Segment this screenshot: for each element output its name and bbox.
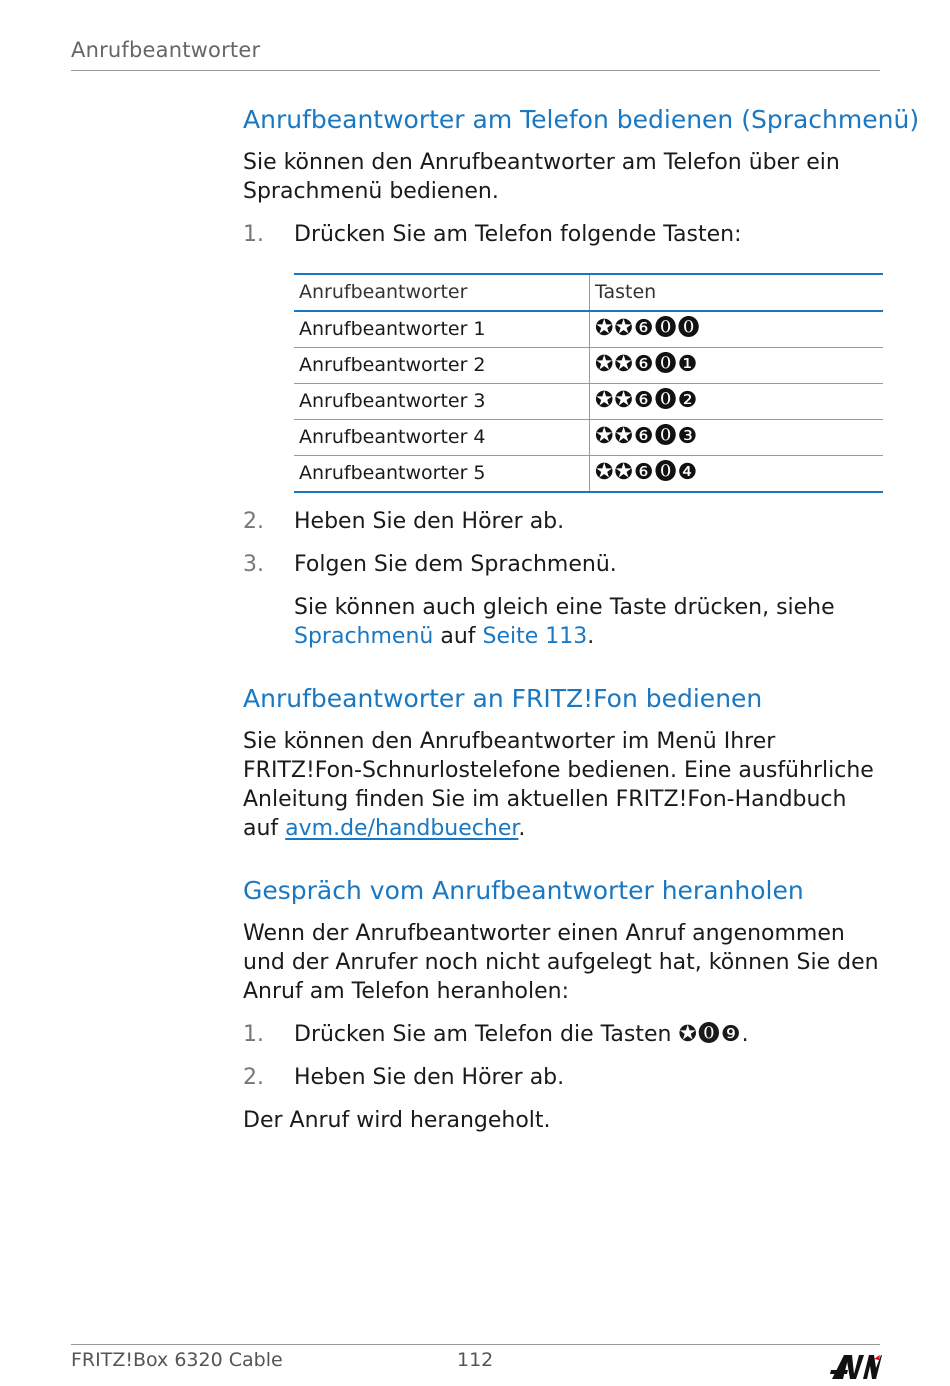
key-sequence: ✪✪❻⓿⓿ bbox=[590, 311, 884, 348]
answering-machine-name: Anrufbeantworter 1 bbox=[294, 311, 590, 348]
table-row bbox=[294, 311, 883, 348]
key-sequence: ✪✪❻⓿❸ bbox=[590, 420, 884, 456]
table-row bbox=[294, 384, 883, 420]
key-sequence: ✪✪❻⓿❹ bbox=[590, 456, 884, 493]
running-header: Anrufbeantworter bbox=[71, 38, 261, 62]
answering-machine-name: Anrufbeantworter 3 bbox=[294, 384, 590, 420]
section-intro-call-pickup: Wenn der Anrufbeantworter einen Anruf angenommen und der Anrufer noch nicht aufgelegt hat, können Sie den Anruf am Telefon heranholen: bbox=[243, 921, 879, 1004]
answering-machine-name: Anrufbeantworter 4 bbox=[294, 420, 590, 456]
page-content bbox=[243, 104, 920, 1149]
note-text: Sie können auch gleich eine Taste drücken, siehe bbox=[294, 595, 835, 620]
answering-machine-name: Anrufbeantworter 5 bbox=[294, 456, 590, 493]
answering-machine-name: Anrufbeantworter 2 bbox=[294, 348, 590, 384]
table-row bbox=[294, 456, 883, 493]
step-text: Folgen Sie dem Sprachmenü. bbox=[294, 552, 617, 577]
page-number: 112 bbox=[457, 1349, 494, 1371]
section-title-sprachmenu: Anrufbeantworter am Telefon bedienen (Sprachmenü) bbox=[243, 105, 920, 134]
handbook-url-link[interactable]: avm.de/handbuecher bbox=[285, 816, 519, 841]
step-text-part: . bbox=[741, 1022, 749, 1047]
step-text-part: Drücken Sie am Telefon die Tasten bbox=[294, 1022, 679, 1047]
section-intro-sprachmenu: Sie können den Anrufbeantworter am Telefon über ein Sprachmenü bedienen. bbox=[243, 150, 840, 204]
step-3 bbox=[243, 550, 883, 579]
key-sequence: ✪✪❻⓿❷ bbox=[590, 384, 884, 420]
step-number: 2. bbox=[243, 509, 264, 534]
note-text: auf bbox=[433, 624, 483, 649]
table-header-row bbox=[294, 274, 883, 311]
step-text: Heben Sie den Hörer ab. bbox=[294, 1065, 565, 1090]
page-113-link[interactable]: Seite 113 bbox=[482, 624, 588, 649]
body-text: . bbox=[518, 816, 526, 841]
pickup-step-2 bbox=[243, 1063, 883, 1092]
step-number: 1. bbox=[243, 222, 264, 247]
step-1 bbox=[243, 220, 883, 249]
step-number: 1. bbox=[243, 1022, 264, 1047]
step-text: Heben Sie den Hörer ab. bbox=[294, 509, 565, 534]
note-text: . bbox=[587, 624, 595, 649]
footer-rule bbox=[71, 1344, 880, 1345]
step-text: Drücken Sie am Telefon folgende Tasten: bbox=[294, 222, 742, 247]
answering-machine-keys-table bbox=[294, 273, 883, 493]
step-number: 2. bbox=[243, 1065, 264, 1090]
footer-product-name: FRITZ!Box 6320 Cable bbox=[71, 1349, 283, 1371]
table-row bbox=[294, 420, 883, 456]
section-title-fritzfon: Anrufbeantworter an FRITZ!Fon bedienen bbox=[243, 684, 763, 713]
key-sequence: ✪✪❻⓿❶ bbox=[590, 348, 884, 384]
step-note bbox=[294, 593, 883, 651]
step-number: 3. bbox=[243, 552, 264, 577]
step-2 bbox=[243, 507, 883, 536]
sprachmenu-link[interactable]: Sprachmenü bbox=[294, 624, 434, 649]
column-header-answering-machine: Anrufbeantworter bbox=[294, 274, 590, 311]
body-text: Sie können den Anrufbeantworter im Menü Ihrer FRITZ!Fon-Schnurlostelefone bedienen. Eine ausführliche Anleitung finden Sie im aktuellen FRITZ!Fon-Handbuch auf bbox=[243, 729, 874, 841]
pickup-step-1 bbox=[243, 1020, 883, 1049]
step-text bbox=[294, 1020, 883, 1049]
column-header-keys: Tasten bbox=[590, 274, 884, 311]
key-sequence: ✪⓿❾ bbox=[678, 1022, 742, 1047]
avm-logo bbox=[830, 1352, 882, 1380]
table-row bbox=[294, 348, 883, 384]
section-outro-call-pickup: Der Anruf wird herangeholt. bbox=[243, 1108, 551, 1133]
header-rule bbox=[71, 70, 880, 71]
section-body-fritzfon bbox=[243, 727, 883, 843]
section-title-call-pickup: Gespräch vom Anrufbeantworter heranholen bbox=[243, 876, 804, 905]
